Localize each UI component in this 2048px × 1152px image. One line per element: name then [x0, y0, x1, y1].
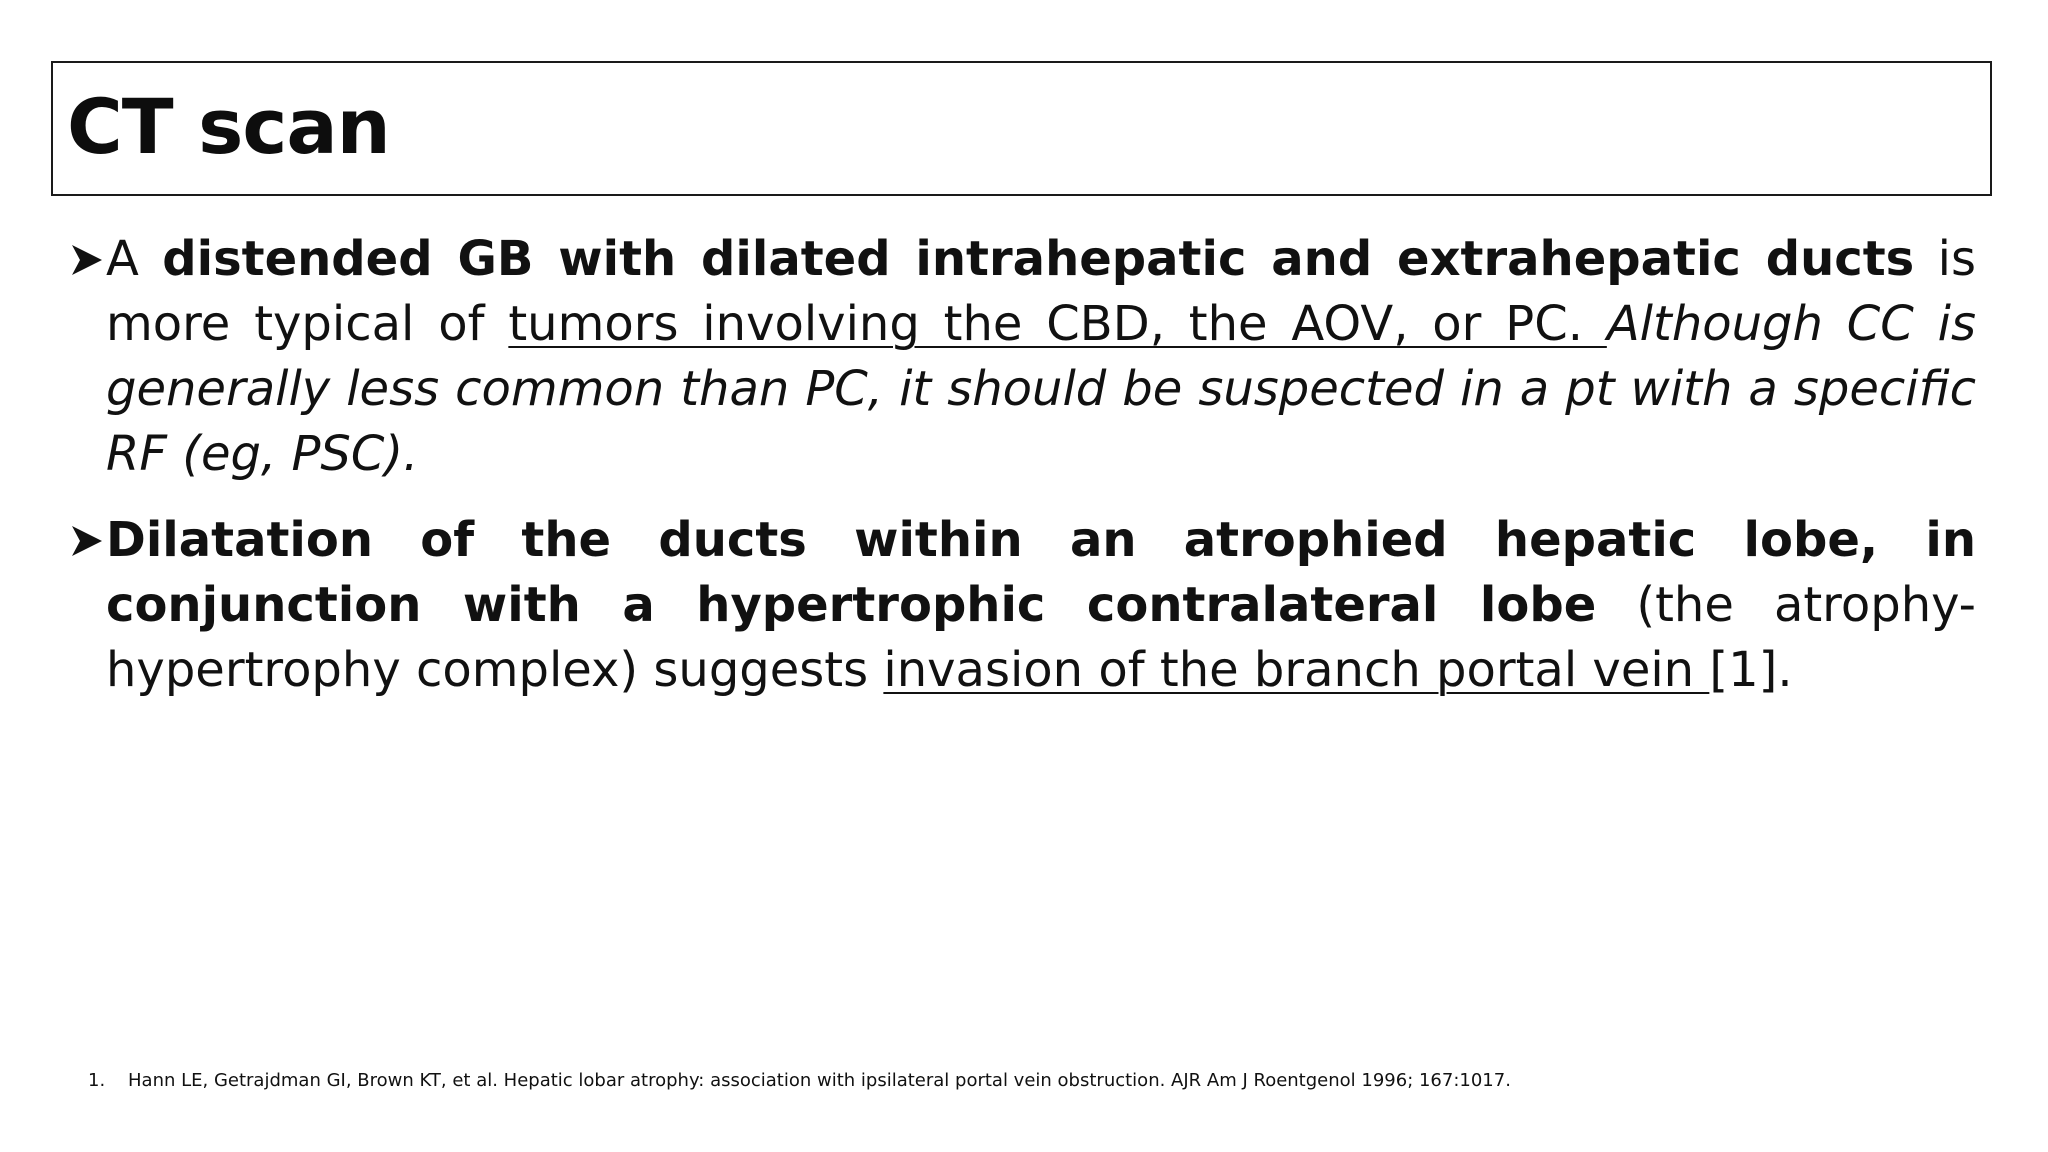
bullet-1-text-underlined: tumors involving the CBD, the AOV, or PC. [508, 296, 1607, 352]
bullet-1-text-bold: distended GB with dilated intrahepatic and extrahepatic ducts [162, 231, 1915, 287]
bullet-2-text-bold: Dilatation of the ducts within an atrophied hepatic lobe, in conjunction with a hypertrophic contralateral lobe [106, 512, 1976, 633]
footnote-text: Hann LE, Getrajdman GI, Brown KT, et al. Hepatic lobar atrophy: association with ipsilateral portal vein obstruction. AJR Am J Roentgenol 1996; 167:1017. [128, 1070, 1511, 1091]
bullet-item-2 [106, 508, 1976, 703]
slide-title: CT scan [67, 82, 390, 171]
bullet-1-text-plain: is more typical of [106, 231, 1977, 352]
arrowhead-bullet-icon [70, 508, 106, 573]
arrowhead-bullet-icon [70, 227, 106, 292]
bullet-1-text-intro: A [106, 231, 163, 287]
footnote-number: 1. [88, 1070, 106, 1091]
bullet-item-1 [106, 227, 1976, 487]
bullet-2-citation: [1]. [1709, 642, 1793, 698]
bullet-1-text-italic: Although CC is generally less common than PC, it should be suspected in a pt with a specific RF (eg, PSC). [106, 296, 1977, 482]
title-box [51, 61, 1992, 196]
bullet-2-text-underlined: invasion of the branch portal vein [883, 642, 1710, 698]
footnote [88, 1068, 1511, 1094]
bullet-2-text-plain: (the atrophy-hypertrophy complex) suggests [106, 577, 1976, 698]
